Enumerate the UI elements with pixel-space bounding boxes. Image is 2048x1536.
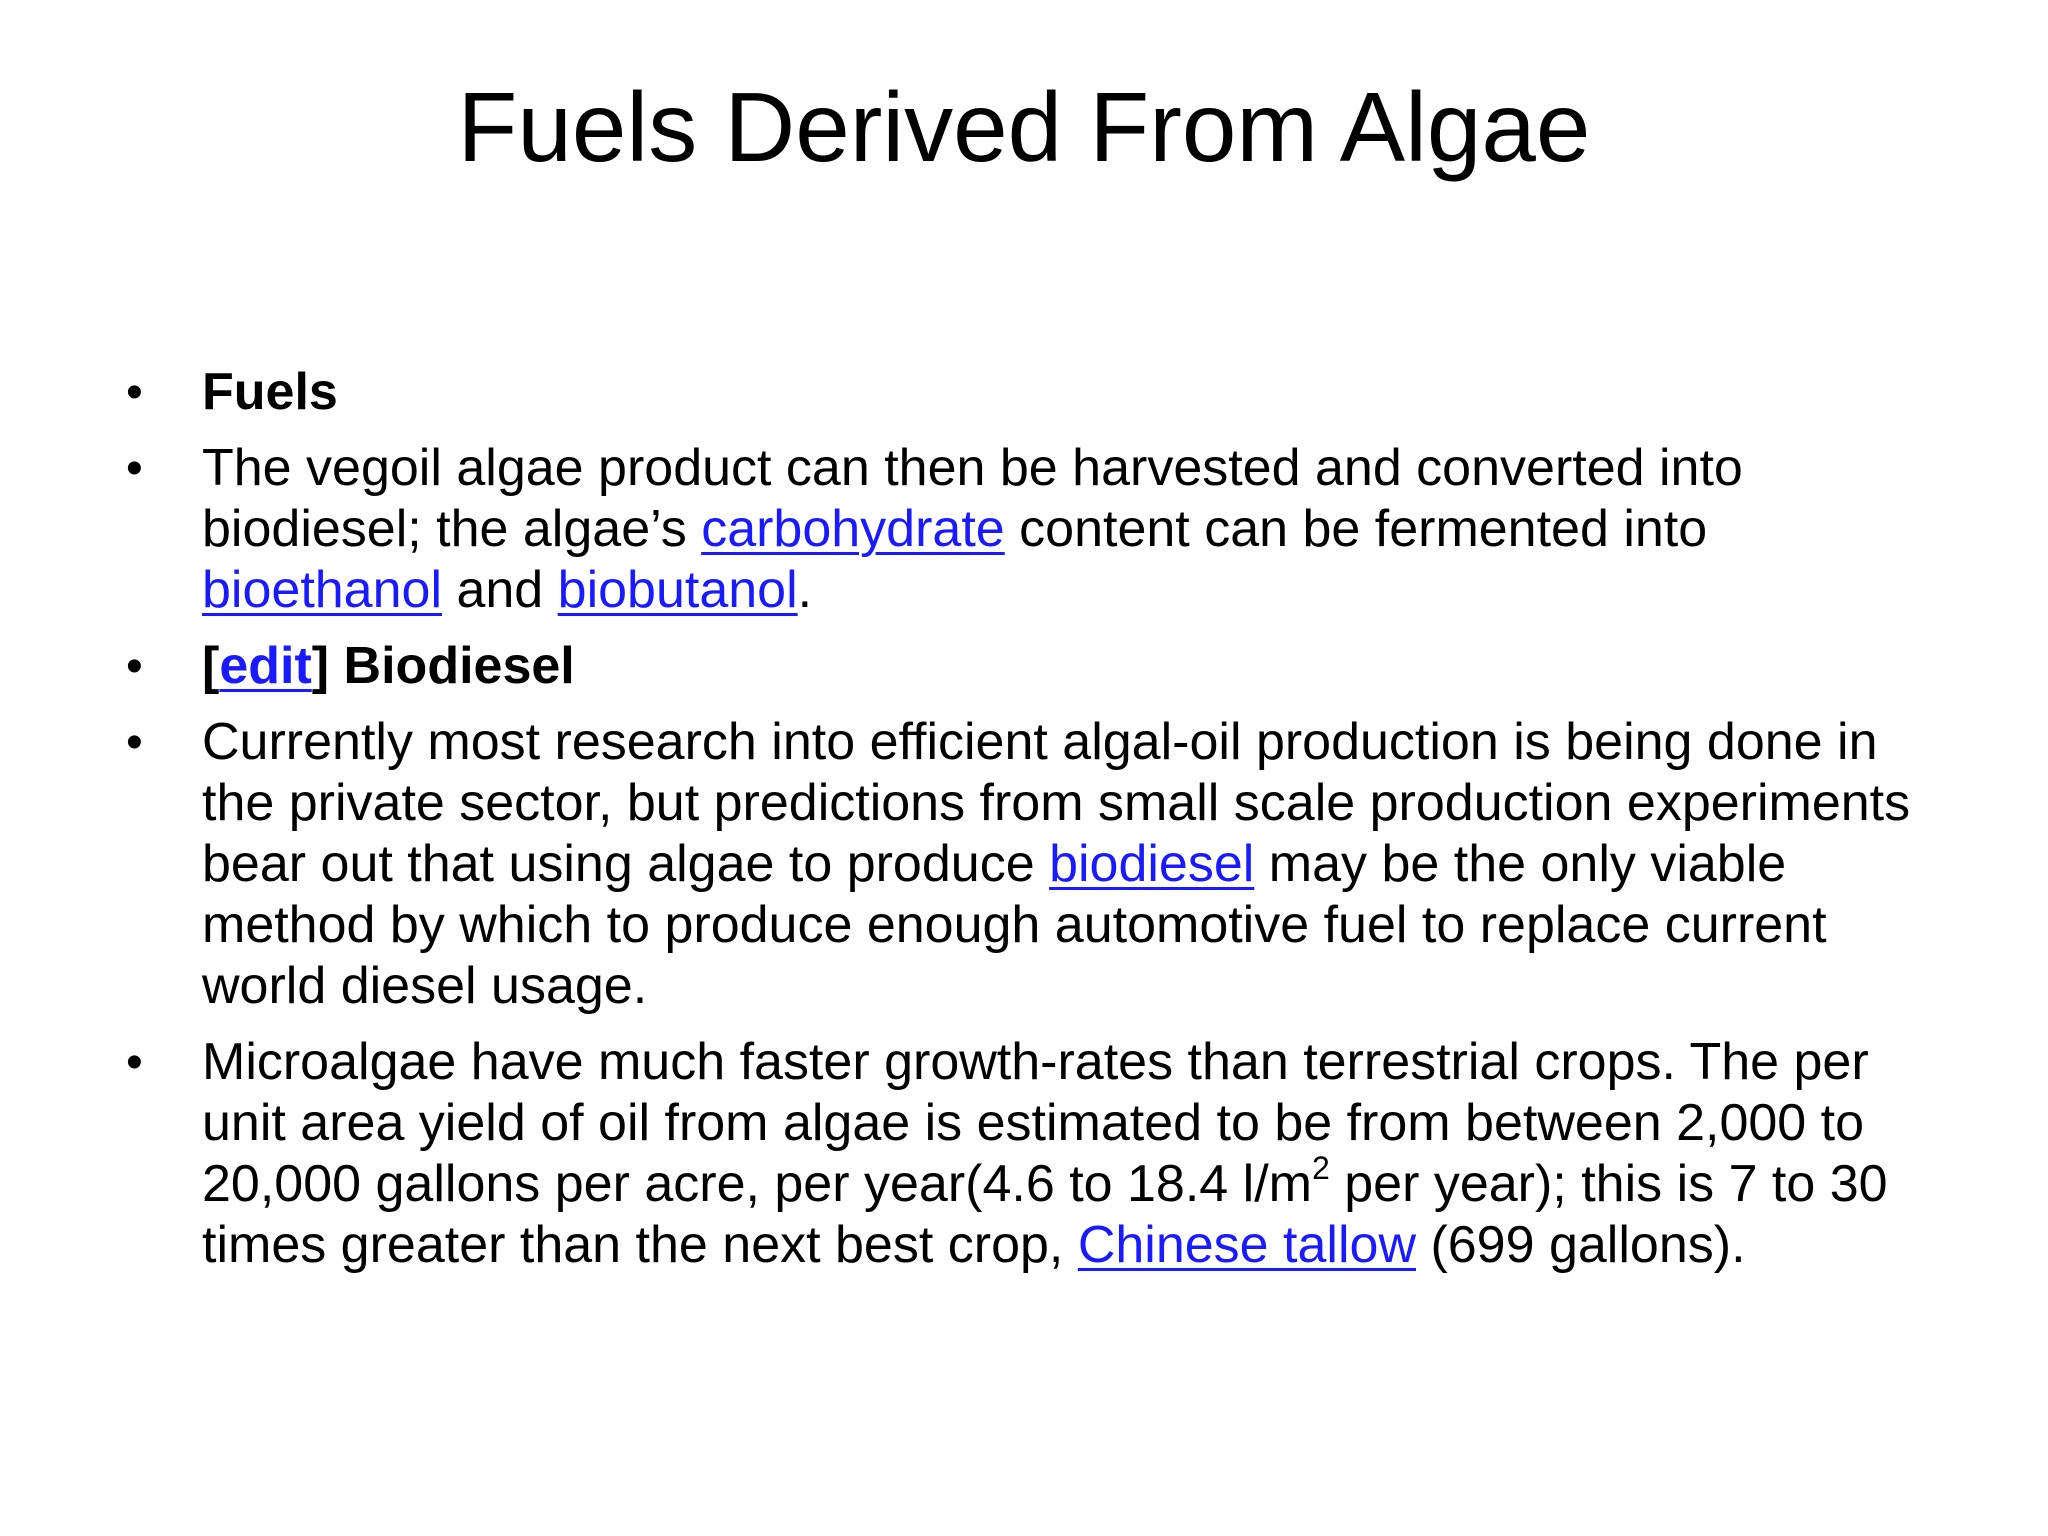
bullet-vegoil	[120, 438, 1950, 621]
bracket-close: ]	[311, 637, 330, 695]
slide-title: Fuels Derived From Algae	[457, 72, 1591, 182]
bullet-text: Microalgae have much faster growth-rates than terrestrial crops. The per unit area yield of oil from algae is estimated to be from between 2,000 to 20,000 gallons per acre, per year(4.6 to 18.4 l/m	[202, 1033, 1869, 1213]
bullet-text: .	[797, 561, 813, 619]
bullet-text: and	[442, 561, 558, 619]
bullet-text: per year); this is 7 to 30 times greater than the next best crop,	[202, 1155, 1888, 1274]
bullet-text: Currently most research into efficient algal-oil production is being done in the private sector, but predictions from small scale production experiments bear out that using algae to produce	[202, 713, 1911, 893]
bullet-icon: •	[126, 442, 143, 495]
edit-link[interactable]: edit	[219, 637, 312, 695]
bullet-microalgae	[120, 1032, 1950, 1276]
bullet-fuels	[120, 362, 1950, 423]
link-biodiesel[interactable]: biodiesel	[1049, 835, 1255, 893]
superscript-2: 2	[1311, 1150, 1330, 1186]
link-biobutanol[interactable]: biobutanol	[557, 561, 798, 619]
link-carbohydrate[interactable]: carbohydrate	[701, 500, 1005, 558]
bullet-text: (699 gallons).	[1416, 1216, 1746, 1274]
bullet-text: The vegoil algae product can then be harvested and converted into biodiesel; the algae’s	[202, 439, 1743, 558]
link-chinese-tallow[interactable]: Chinese tallow	[1077, 1216, 1416, 1274]
bullet-icon: •	[126, 716, 143, 769]
bullet-icon: •	[126, 366, 143, 419]
bullet-icon: •	[126, 1036, 143, 1089]
bullet-list	[120, 362, 1950, 1291]
bullet-text: may be the only viable method by which to produce enough automotive fuel to replace current world diesel usage.	[202, 835, 1827, 1015]
heading-fuels: Fuels	[202, 363, 338, 421]
link-bioethanol[interactable]: bioethanol	[202, 561, 442, 619]
bracket-open: [	[202, 637, 220, 695]
heading-biodiesel: Biodiesel	[329, 637, 575, 695]
bullet-biodiesel-heading	[120, 636, 1950, 697]
bullet-text: content can be fermented into	[1004, 500, 1708, 558]
bullet-research	[120, 712, 1950, 1017]
bullet-icon: •	[126, 640, 143, 693]
